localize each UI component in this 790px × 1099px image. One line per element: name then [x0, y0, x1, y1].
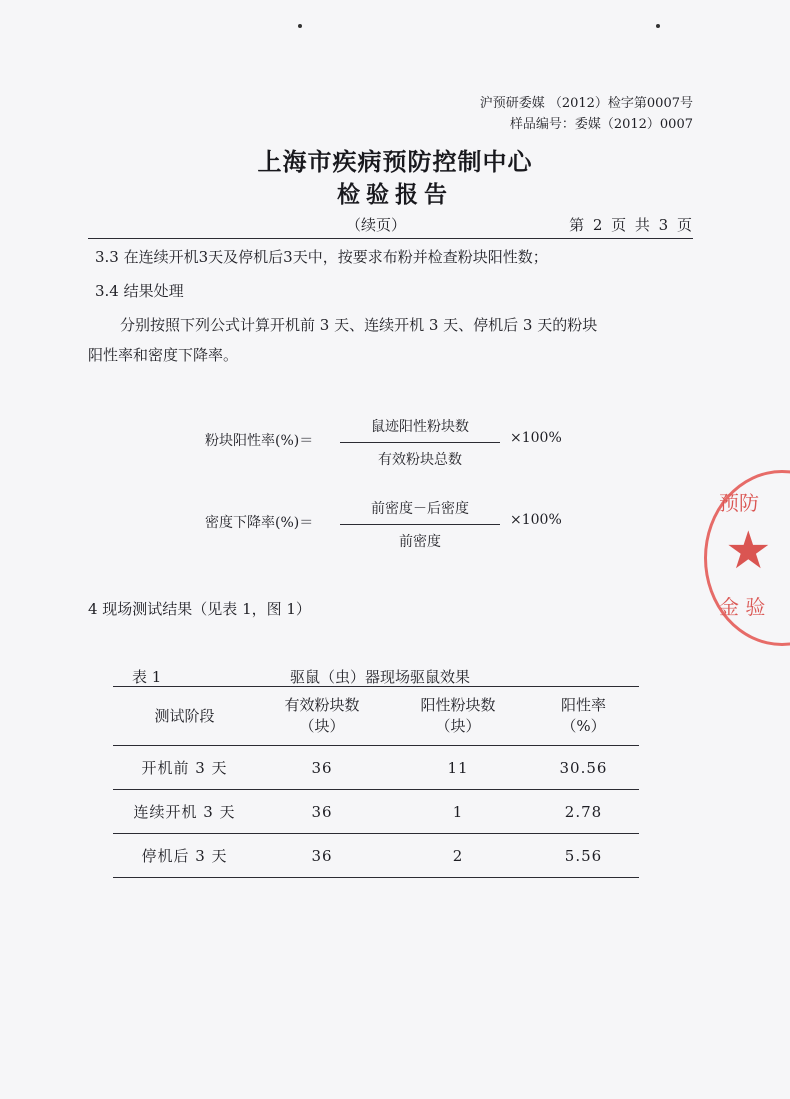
header-positive: 阳性粉块数 （块）: [388, 687, 528, 746]
cell-stage: 连续开机 3 天: [113, 790, 256, 834]
header-stage: 测试阶段: [113, 687, 256, 746]
paragraph-line-1: 分别按照下列公式计算开机前 3 天、连续开机 3 天、停机后 3 天的粉块: [120, 316, 598, 334]
cell-positive: 1: [388, 790, 528, 834]
formula-denominator: 有效粉块总数: [378, 452, 462, 468]
formula-density-drop-fraction: [340, 498, 500, 551]
table-row: [113, 790, 639, 834]
cell-effective: 36: [256, 790, 388, 834]
table-row: [113, 746, 639, 790]
section-4-heading: 4 现场测试结果（见表 1，图 1）: [88, 600, 311, 618]
formula-multiplier: ×100%: [510, 512, 562, 528]
formula-positive-rate-label: 粉块阳性率(%)＝: [205, 433, 314, 449]
report-reference-number: 沪预研委媒 （2012）检字第0007号: [479, 96, 693, 111]
header-rate: 阳性率 （%）: [528, 687, 639, 746]
report-title: 检验报告: [337, 181, 453, 208]
table-number: 表 1: [132, 668, 162, 686]
formula-numerator: 前密度－后密度: [371, 501, 469, 517]
formula-positive-rate-fraction: [340, 416, 500, 469]
cell-positive: 2: [388, 834, 528, 878]
stamp-text-bottom: 金 验: [719, 595, 766, 619]
cell-rate: 5.56: [528, 834, 639, 878]
paragraph-line-2: 阳性率和密度下降率。: [88, 346, 239, 364]
results-table: [113, 686, 639, 878]
formula-multiplier: ×100%: [510, 430, 562, 446]
table-header-row: [113, 687, 639, 746]
fraction-bar: [340, 442, 500, 443]
cell-positive: 11: [388, 746, 528, 790]
formula-numerator: 鼠迹阳性粉块数: [371, 419, 469, 435]
scan-mark: [656, 24, 660, 28]
official-seal-stamp: [704, 470, 790, 646]
stamp-text-top: 预防: [719, 491, 759, 515]
sample-number: 样品编号：委媒（2012）0007: [509, 117, 693, 132]
section-3-3: 3.3 在连续开机3天及停机后3天中，按要求布粉并检查粉块阳性数；: [95, 248, 548, 266]
cell-rate: 2.78: [528, 790, 639, 834]
page-indicator: 第 2 页 共 3 页: [569, 216, 692, 234]
header-effective: 有效粉块数 （块）: [256, 687, 388, 746]
table-row: [113, 834, 639, 878]
star-icon: ★: [725, 521, 772, 581]
formula-denominator: 前密度: [399, 534, 441, 550]
cell-stage: 开机前 3 天: [113, 746, 256, 790]
cell-stage: 停机后 3 天: [113, 834, 256, 878]
scan-mark: [298, 24, 302, 28]
organization-title: 上海市疾病预防控制中心: [257, 147, 533, 176]
fraction-bar: [340, 524, 500, 525]
section-3-4: 3.4 结果处理: [95, 282, 184, 300]
cell-effective: 36: [256, 746, 388, 790]
header-divider: [88, 238, 693, 239]
formula-density-drop-label: 密度下降率(%)＝: [205, 515, 314, 531]
cell-rate: 30.56: [528, 746, 639, 790]
table-title: 驱鼠（虫）器现场驱鼠效果: [290, 668, 471, 686]
cell-effective: 36: [256, 834, 388, 878]
continued-label: （续页）: [346, 216, 407, 234]
